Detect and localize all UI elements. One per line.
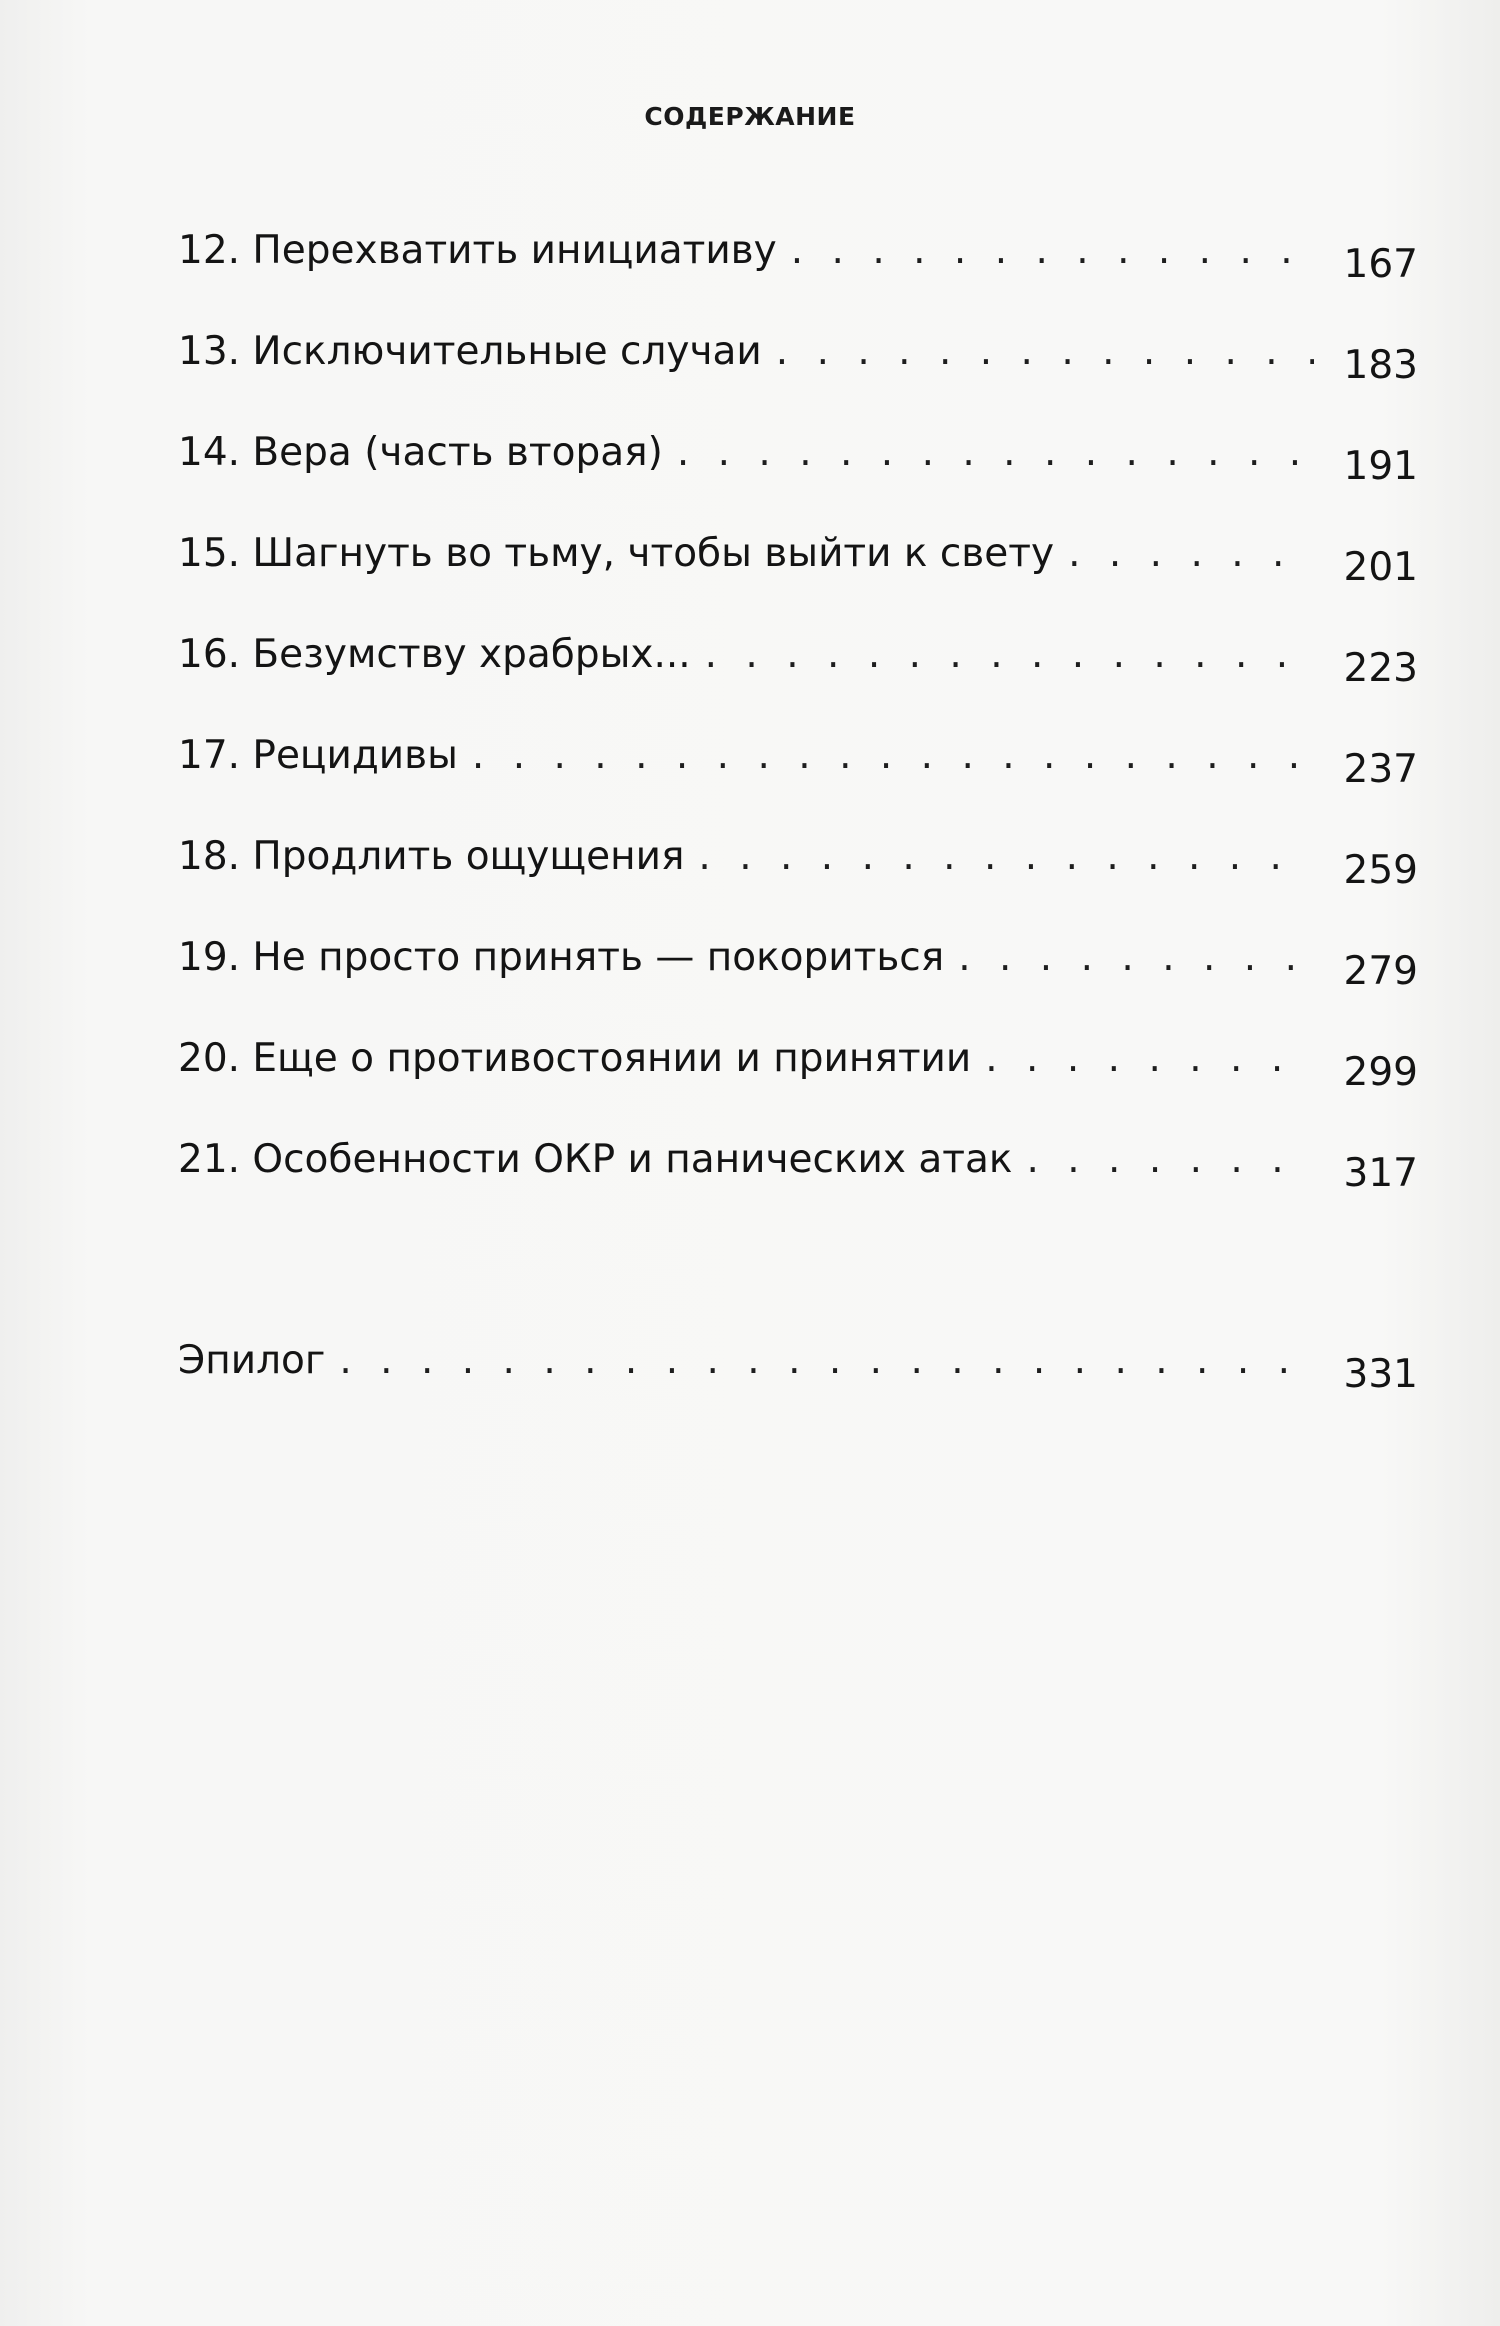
toc-entry-title: 21. Особенности ОКР и панических атак bbox=[178, 1137, 1013, 1183]
toc-leader-dots bbox=[472, 735, 1314, 806]
toc-entry-epilog bbox=[178, 1310, 1418, 1411]
toc-entry-title: 20. Еще о противостоянии и принятии bbox=[178, 1036, 972, 1082]
toc-entry-page: 259 bbox=[1343, 848, 1418, 894]
toc-entry-21 bbox=[178, 1109, 1418, 1210]
toc-leader-dots bbox=[791, 230, 1314, 301]
toc-leader-dots bbox=[677, 432, 1314, 503]
toc-entry-page: 183 bbox=[1343, 343, 1418, 389]
toc-entry-19 bbox=[178, 907, 1418, 1008]
toc-entry-page: 317 bbox=[1343, 1151, 1418, 1197]
toc-entry-14 bbox=[178, 402, 1418, 503]
toc-entry-page: 223 bbox=[1343, 646, 1418, 692]
toc-entry-page: 279 bbox=[1343, 949, 1418, 995]
toc-leader-dots bbox=[705, 634, 1314, 705]
toc-leader-dots bbox=[958, 937, 1314, 1008]
table-of-contents bbox=[178, 200, 1418, 1411]
toc-entry-title: 14. Вера (часть вторая) bbox=[178, 430, 663, 476]
toc-entry-20 bbox=[178, 1008, 1418, 1109]
toc-entry-16 bbox=[178, 604, 1418, 705]
toc-leader-dots bbox=[698, 836, 1314, 907]
toc-entry-13 bbox=[178, 301, 1418, 402]
toc-leader-dots bbox=[339, 1340, 1314, 1411]
running-head: СОДЕРЖАНИЕ bbox=[644, 102, 856, 131]
toc-entry-page: 167 bbox=[1343, 242, 1418, 288]
toc-entry-title: Эпилог bbox=[178, 1338, 326, 1384]
toc-entry-page: 299 bbox=[1343, 1050, 1418, 1096]
toc-entry-title: 18. Продлить ощущения bbox=[178, 834, 685, 880]
toc-leader-dots bbox=[1026, 1139, 1314, 1210]
toc-entry-title: 13. Исключительные случаи bbox=[178, 329, 762, 375]
toc-entry-page: 201 bbox=[1343, 545, 1418, 591]
toc-entry-page: 331 bbox=[1343, 1352, 1418, 1398]
toc-entry-12 bbox=[178, 200, 1418, 301]
toc-entry-title: 15. Шагнуть во тьму, чтобы выйти к свету bbox=[178, 531, 1055, 577]
toc-entry-title: 12. Перехватить инициативу bbox=[178, 228, 777, 274]
toc-entry-title: 16. Безумству храбрых... bbox=[178, 632, 691, 678]
toc-leader-dots bbox=[985, 1038, 1314, 1109]
toc-entry-page: 191 bbox=[1343, 444, 1418, 490]
toc-entry-title: 17. Рецидивы bbox=[178, 733, 458, 779]
toc-leader-dots bbox=[776, 331, 1314, 402]
toc-leader-dots bbox=[1068, 533, 1314, 604]
toc-entry-page: 237 bbox=[1343, 747, 1418, 793]
toc-entry-18 bbox=[178, 806, 1418, 907]
toc-entry-17 bbox=[178, 705, 1418, 806]
toc-entry-title: 19. Не просто принять — покориться bbox=[178, 935, 945, 981]
toc-entry-15 bbox=[178, 503, 1418, 604]
